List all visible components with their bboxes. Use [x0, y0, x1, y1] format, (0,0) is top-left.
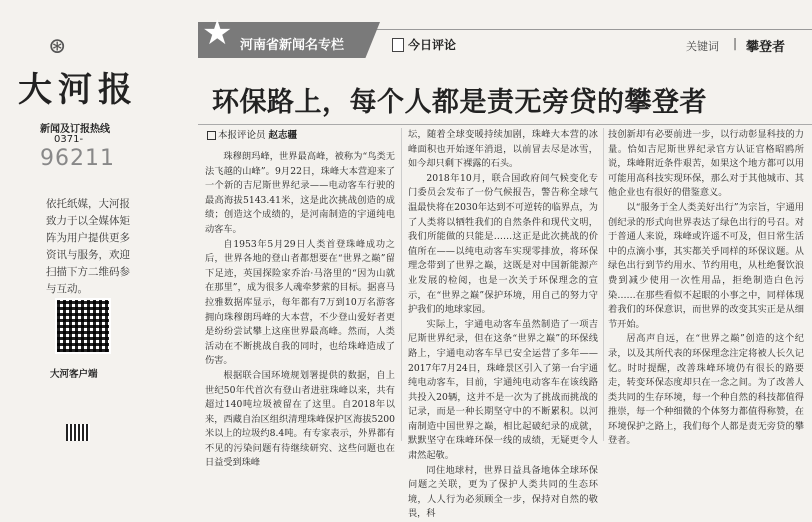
- qr-code-small[interactable]: [66, 424, 90, 441]
- article-column-2: [408, 128, 598, 520]
- hotline-number: 96211: [40, 146, 115, 171]
- star-icon: ★: [202, 13, 233, 53]
- paragraph: 自1953年5月29日人类首登珠峰成功之后，世界各地的登山者都想要在“世界之巅”留下足迹，英国探险家乔治·马洛里的“因为山就在那里”，成为很多人魂牵梦萦的目标。据喜马拉雅数据库显示，每年都有7万到10万名游客拥向珠穆朗玛峰的大本营，不少登山爱好者更是纷纷尝试攀上这座世界最高峰。然而，人类活动在不断挑战自我的同时，也给珠峰造成了伤害。: [205, 238, 395, 367]
- column-badge-text: 河南省新闻名专栏: [240, 38, 345, 53]
- hotline-area-code: 0371-: [54, 134, 84, 145]
- paragraph: 根据联合国环境规划署提供的数据，自上世纪50年代首次有登山者进驻珠峰以来，共有超过140吨垃圾被留在了这里。自2018年以来，西藏自治区组织清理珠峰保护区海拔5200米以上的垃圾约8.4吨。有专家表示，外界都有不见的污染问题有待继续研究、这些问题也在日益受到珠峰: [205, 369, 395, 469]
- keywords-label: 关键词: [686, 40, 719, 53]
- byline-author: 赵志疆: [268, 130, 298, 141]
- paragraph: 技创新却有必要前进一步，以行动彰显科技的力量。恰如吉尼斯世界纪录官方认证官格昭鸥所说，珠峰附近条件艰苦，如果这个地方都可以用可能用高科技实现环保，那么对于其他城市、其他企业也有很好的借鉴意义。: [608, 129, 804, 199]
- qr-code-label: 大河客户端: [50, 369, 98, 380]
- document-icon: [392, 38, 404, 52]
- qr-code[interactable]: [55, 298, 111, 354]
- paragraph: 2018年10月，联合国政府间气候变化专门委员会发布了一份气候报告，警告称全球气温最快将在2030年达到不可逆转的临界点，为了人类将以牺牲我们的自然条件和现代文明，我们所能做的只能是……这正是此次挑战的价值所在——以纯电动客车实现零排放，将环保理念带到了世界之巅，这既是对中国新能源产业发展的检阅，也是一次关于环保理念的宣示，在“世界之巅”保护环境，用自己的努力守护我们的地球家园。: [408, 172, 598, 316]
- column-divider: [603, 128, 604, 441]
- logo-text: 大河报: [18, 70, 138, 110]
- byline-box-icon: [207, 131, 216, 140]
- paragraph: 珠穆朗玛峰，世界最高峰，被称为“鸟类无法飞越的山峰”。9月22日，珠峰大本营迎来了一个新的吉尼斯世界纪录——电动客车行驶的最高海拔5143.41米，这是此次挑战创造的成绩；创造这个成绩的，是河南制造的宇通纯电动客车。: [205, 151, 395, 235]
- paragraph: 居高声自远，在“世界之巅”创造的这个纪录，以及其所代表的环保理念注定将被人长久记忆。时时提醒，改善珠峰环境仍有很长的路要走，转变环保态度却只在一念之间。为了改善人类共同的生存环境，每一个种自然的科技都值得推崇，每一个种细微的个体努力都值得称赞，在环境保护之路上，我们每个人都是责无旁贷的攀登者。: [608, 333, 804, 447]
- dahe-logo: [14, 34, 138, 110]
- byline-prefix: 本报评论员: [218, 130, 266, 141]
- logo-emblem-icon: ⊛: [48, 34, 67, 59]
- byline: [207, 127, 297, 141]
- paragraph: 坛，随着全球变暖持续加剧，珠峰大本营的冰峰面积也开始逐年消退，以前冒去尽是冰雪，如今却只剩下裸露的石头。: [408, 129, 598, 170]
- article-column-1: [205, 150, 395, 469]
- paragraph: 实际上，宇通电动客车虽然制造了一项吉尼斯世界纪录，但在这条“世界之巅”的环保线路上，宇通电动客车早已安全运营了多年——2017年7月24日，珠峰景区引入了第一台宇通纯电动客车，目前，宇通纯电动客车在该线路共投入20辆，这并不是一次为了挑战而挑战的记录，而是一种长期坚守中的不断累积。以河南制造中国世界之巅，相比起破纪录的成就，默默坚守在珠峰环保一线的成绩，无疑更令人肃然起敬。: [408, 318, 598, 462]
- paragraph: 同住地球村，世界日益具备地体全球环保问题之关联，更为了保护人类共同的生态环境，人人行为必须顾全一步，保持对自然的敬畏，科: [408, 464, 598, 520]
- sidebar: [0, 0, 138, 441]
- column-divider: [401, 128, 402, 441]
- keyword-separator: |: [733, 36, 738, 50]
- hotline-label: 新闻及订报热线: [40, 124, 110, 135]
- section-label: 今日评论: [408, 38, 457, 52]
- sidebar-intro: 依托纸媒，大河报致力于以全媒体矩阵为用户提供更多资讯与服务，欢迎扫描下方二维码参与互动。: [46, 198, 130, 295]
- article-column-3: [608, 128, 804, 447]
- headline-rule: [198, 124, 812, 125]
- paragraph: 以“服务于全人类美好出行”为宗旨，宇通用创纪录的形式向世界表达了绿色出行的号召。对于普通人来说，珠峰或许遥不可及，但日常生活中的点滴小事，其实都关乎同样的环保议题。从绿色出行到节约用水、节约用电，从杜绝餐饮浪费到减少使用一次性用品，拒绝制造白色污染……在那些看似不起眼的小事之中，同样体现着我们的环保意识，而世界的改变其实正是从细节开始。: [608, 201, 804, 330]
- keyword: 攀登者: [746, 40, 786, 55]
- headline: 环保路上，每个人都是责无旁贷的攀登者: [212, 87, 707, 118]
